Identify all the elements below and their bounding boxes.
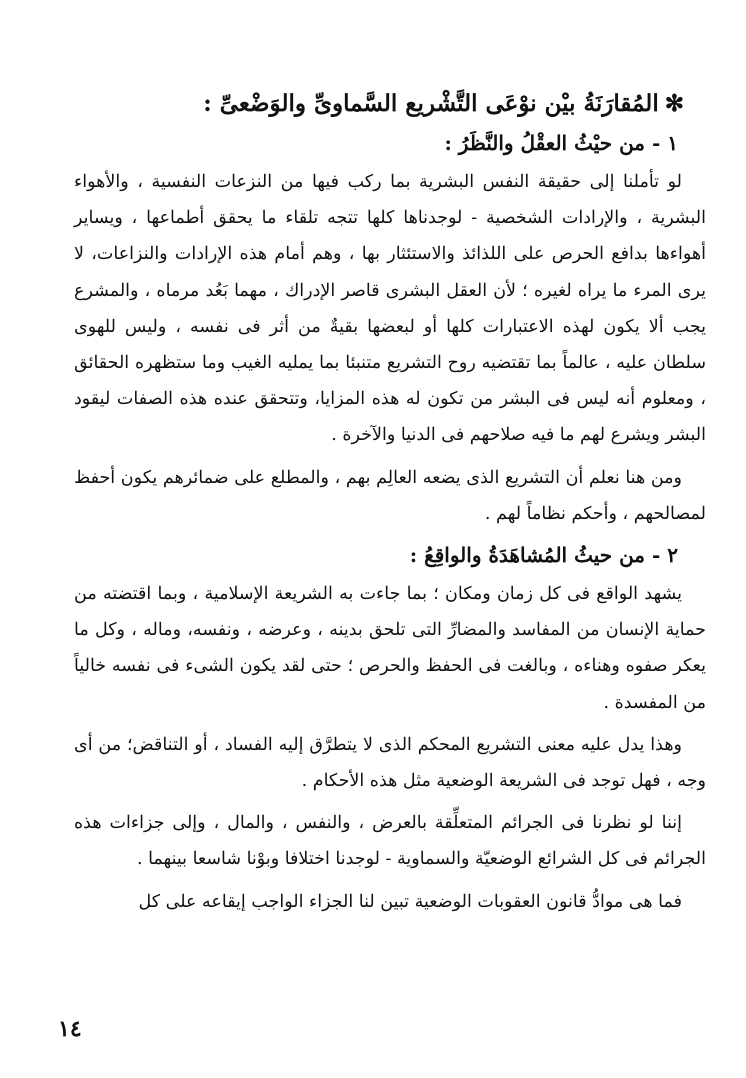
page-body [74,86,706,926]
paragraph [74,164,706,454]
paragraph-text: فما هى موادُّ قانون العقوبات الوضعية تبين لنا الجزاء الواجب إيقاعه على كل [138,891,682,912]
section-2-heading: ٢ - من حيثُ المُشاهَدَةُ والواقِعُ : [409,543,678,568]
page-title [74,86,684,122]
paragraph [74,884,706,920]
page-title-text: المُقارَنَةُ بيْن نوْعَى التَّشْريع السَّماوىِّ والوَضْعىِّ : [203,90,659,117]
section-1-heading: ١ - من حيْثُ العقْلُ والنَّظَرُ : [444,131,678,155]
paragraph-text: لو تأملنا إلى حقيقة النفس البشرية بما ركب فيها من النزعات النفسية ، والأهواء البشرية ، والإرادات الشخصية - لوجدناها كلها تتجه تلقاء ما يحقق أطماعها ، ويساير أهواءها بدافع الحرص على اللذائذ والاستئثار بها ، وهم أمام هذه الإرادات والنزاعات، لا يرى المرء ما يراه لغيره ؛ لأن العقل البشرى قاصر الإدراك ، مهما بَعُد مرماه ، والمشرع يجب ألا يكون لهذه الاعتبارات كلها أو لبعضها بقيةٌ من أثر فى نفسه ، وليس للهوى سلطان عليه ، عالماً بما تقتضيه روح التشريع متنبئا بما يمليه الغيب وما ستظهره الحقائق ، ومعلوم أنه ليس فى البشر من تكون له هذه المزايا، وتتحقق عنده هذه الصفات ليقود البشر ويشرع لهم ما فيه صلاحهم فى الدنيا والآخرة . [74,172,706,446]
paragraph [74,805,706,877]
page-number: ١٤ [58,1016,82,1042]
paragraph [74,576,706,721]
paragraph [74,460,706,532]
paragraph-text: إننا لو نظرنا فى الجرائم المتعلِّقة بالعرض ، والنفس ، والمال ، وإلى جزاءات هذه الجرائم فى كل الشرائع الوضعيّة والسماوية - لوجدنا اختلافا وبوْنا شاسعا بينهما . [74,813,706,870]
paragraph-text: وهذا يدل عليه معنى التشريع المحكم الذى لا يتطرَّق إليه الفساد ، أو التناقض؛ من أى وجه ، فهل توجد فى الشريعة الوضعية مثل هذه الأحكام . [74,734,706,792]
paragraph-text: يشهد الواقع فى كل زمان ومكان ؛ بما جاءت به الشريعة الإسلامية ، وبما اقتضته من حماية الإنسان من المفاسد والمضارِّ التى تلحق بدينه ، وعرضه ، ونفسه، وماله ، وكل ما يعكر صفوه وهناءه ، وبالغت فى الحفظ والحرص ؛ حتى لقد يكون الشىء فى نفسه خالياً من المفسدة . [74,584,706,713]
paragraph-text: ومن هنا نعلم أن التشريع الذى يضعه العالِم بهم ، والمطلع على ضمائرهم يكون أحفظ لمصالحهم ، وأحكم نظاماً لهم . [74,467,706,524]
paragraph [74,727,706,799]
asterisk-icon: ✻ [664,90,684,117]
